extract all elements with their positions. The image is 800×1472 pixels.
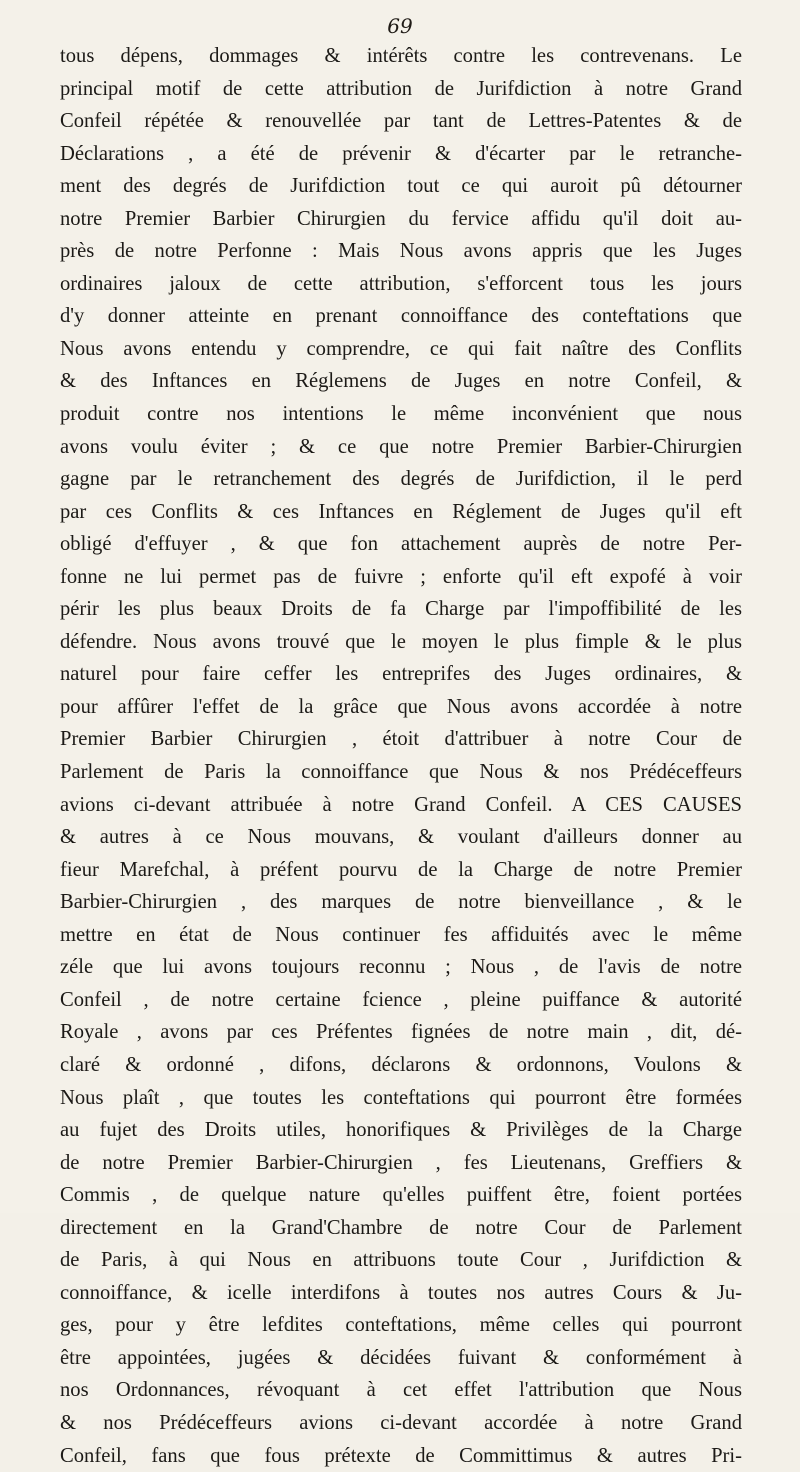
- text-line: défendre. Nous avons trouvé que le moyen le plus fimple & le plus: [60, 630, 742, 653]
- text-line: mettre en état de Nous continuer fes affiduités avec le même: [60, 923, 742, 946]
- text-line: tous dépens, dommages & intérêts contre les contrevenans. Le: [60, 45, 742, 67]
- text-line: pour affûrer l'effet de la grâce que Nous avons accordée à notre: [60, 695, 742, 718]
- text-line: Nous avons entendu y comprendre, ce qui fait naître des Conflits: [60, 337, 742, 360]
- text-line: ges, pour y être lefdites conteftations, même celles qui pourront: [60, 1314, 742, 1337]
- text-line: notre Premier Barbier Chirurgien du fervice affidu qu'il doit au-: [60, 207, 742, 230]
- text-line: près de notre Perfonne : Mais Nous avons appris que les Juges: [60, 240, 742, 263]
- text-line: directement en la Grand'Chambre de notre Cour de Parlement: [60, 1216, 742, 1239]
- page-number: 69: [387, 14, 413, 38]
- text-line: périr les plus beaux Droits de fa Charge par l'impoffibilité de les: [60, 598, 742, 621]
- text-line: claré & ordonné , difons, déclarons & ordonnons, Voulons &: [60, 1053, 742, 1076]
- text-line: Commis , de quelque nature qu'elles puiffent être, foient portées: [60, 1184, 742, 1207]
- text-line: & nos Prédéceffeurs avions ci-devant accordée à notre Grand: [60, 1411, 742, 1434]
- text-line: & autres à ce Nous mouvans, & voulant d'ailleurs donner au: [60, 826, 742, 849]
- text-line: Premier Barbier Chirurgien , étoit d'attribuer à notre Cour de: [60, 728, 742, 751]
- text-line: avions ci-devant attribuée à notre Grand Confeil. A CES CAUSES: [60, 793, 742, 816]
- text-line: fieur Marefchal, à préfent pourvu de la Charge de notre Premier: [60, 858, 742, 881]
- text-line: Nous plaît , que toutes les conteftations qui pourront être formées: [60, 1086, 742, 1109]
- text-line: gagne par le retranchement des degrés de Jurifdiction, il le perd: [60, 468, 742, 491]
- body-text: [60, 40, 742, 1472]
- text-line: & des Inftances en Réglemens de Juges en notre Confeil, &: [60, 370, 742, 393]
- text-line: avons voulu éviter ; & ce que notre Premier Barbier-Chirurgien: [60, 435, 742, 458]
- text-line: ment des degrés de Jurifdiction tout ce qui auroit pû détourner: [60, 175, 742, 198]
- text-line: Confeil répétée & renouvellée par tant de Lettres-Patentes & de: [60, 110, 742, 133]
- text-line: Parlement de Paris la connoiffance que Nous & nos Prédéceffeurs: [60, 761, 742, 784]
- text-line: de Paris, à qui Nous en attribuons toute Cour , Jurifdiction &: [60, 1249, 742, 1272]
- text-line: fonne ne lui permet pas de fuivre ; enforte qu'il eft expofé à voir: [60, 565, 742, 588]
- text-line: Confeil , de notre certaine fcience , pleine puiffance & autorité: [60, 988, 742, 1011]
- text-line: être appointées, jugées & décidées fuivant & conformément à: [60, 1346, 742, 1369]
- text-line: d'y donner atteinte en prenant connoiffance des conteftations que: [60, 305, 742, 328]
- text-line: par ces Conflits & ces Inftances en Réglement de Juges qu'il eft: [60, 500, 742, 523]
- text-line: Royale , avons par ces Préfentes fignées de notre main , dit, dé-: [60, 1021, 742, 1044]
- text-line: ordinaires jaloux de cette attribution, s'efforcent tous les jours: [60, 272, 742, 295]
- text-line: nos Ordonnances, révoquant à cet effet l'attribution que Nous: [60, 1379, 742, 1402]
- text-line: obligé d'effuyer , & que fon attachement auprès de notre Per-: [60, 533, 742, 556]
- text-line: naturel pour faire ceffer les entreprifes des Juges ordinaires, &: [60, 663, 742, 686]
- text-line: Confeil, fans que fous prétexte de Committimus & autres Pri-: [60, 1444, 742, 1467]
- text-line: Barbier-Chirurgien , des marques de notre bienveillance , & le: [60, 891, 742, 914]
- text-line: principal motif de cette attribution de Jurifdiction à notre Grand: [60, 77, 742, 100]
- text-line: Déclarations , a été de prévenir & d'écarter par le retranche-: [60, 142, 742, 165]
- text-line: connoiffance, & icelle interdifons à toutes nos autres Cours & Ju-: [60, 1281, 742, 1304]
- text-line: produit contre nos intentions le même inconvénient que nous: [60, 403, 742, 426]
- text-line: au fujet des Droits utiles, honorifiques & Privilèges de la Charge: [60, 1119, 742, 1142]
- text-line: de notre Premier Barbier-Chirurgien , fes Lieutenans, Greffiers &: [60, 1151, 742, 1174]
- text-line: zéle que lui avons toujours reconnu ; Nous , de l'avis de notre: [60, 956, 742, 979]
